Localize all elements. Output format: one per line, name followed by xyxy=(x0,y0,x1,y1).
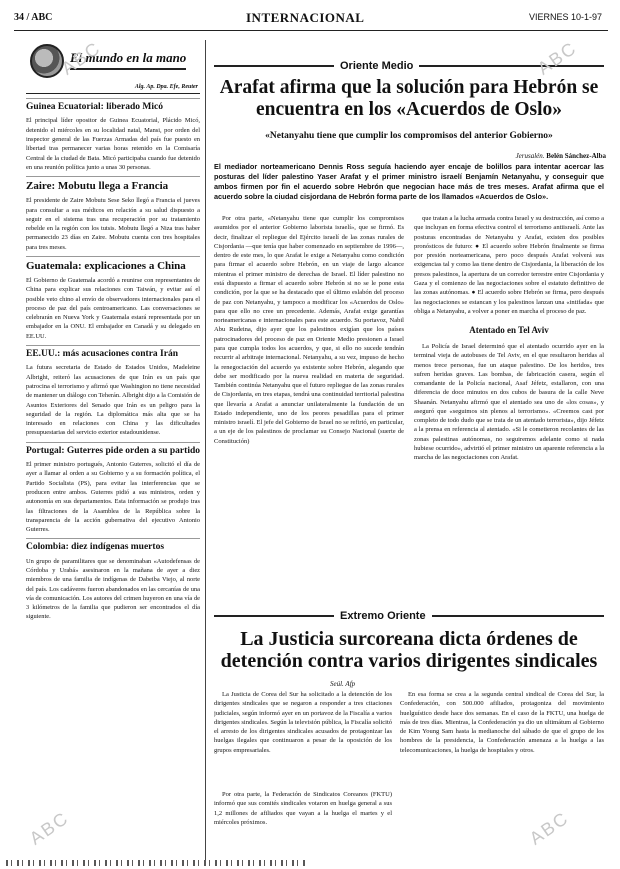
scan-barcode xyxy=(6,860,306,866)
sidebar-credit: Alg. Ap. Dpa. Efe, Reuter xyxy=(134,84,198,90)
article1-column-2 xyxy=(414,214,604,569)
column-divider xyxy=(205,40,206,860)
article1-byline xyxy=(516,152,606,160)
kicker-label: Oriente Medio xyxy=(340,60,414,72)
article2-body: Por otra parte, la Federación de Sindicatos Coreanos (FKTU) informó que sus comités sindicales votaron en huelga general a sus 1,2 millones de afiliados que vayan a la huelga el martes y el miércoles próximos. xyxy=(214,791,392,826)
article2-byline: Seúl. Afp xyxy=(330,680,356,688)
article2-body: La Justicia de Corea del Sur ha solicitado a la detención de los dirigentes sindicales que se negaron a responder a tres citaciones judiciales, según informó ayer en un portavoz de la Fiscalía a varios dirigentes sindicales. Según la televisión pública, la Fiscalía solicitó el arresto de los dirigentes sindicales acusados de protagonizar las huelgas ilegales que continuaron a pesar de la oposición de los grupos empresariales. xyxy=(214,691,392,754)
brief-item xyxy=(26,538,200,621)
kicker-label: Extremo Oriente xyxy=(340,610,426,622)
article2-headline: La Justicia surcoreana dicta órdenes de detención contra varios dirigentes sindicales xyxy=(220,628,598,673)
article2-kicker xyxy=(214,608,604,624)
page-header xyxy=(14,10,610,28)
brief-item xyxy=(26,442,200,535)
brief-text: La futura secretaria de Estado de Estados Unidos, Madeleine Albright, reiteró las acusaciones de que Irán es un país que patrocina el terrorismo y afirmó que Washington no tiene necesidad de mantener un diálogo con Teherán. Albright dijo a la Comisión de Asuntos Exteriores del Senado que Irán es un peligro para la seguridad de la región. La diplomática más alta que se ha interesado en relaciones con China y las dificultades presupuestarias del servicio exterior estadounidense. xyxy=(26,364,200,437)
brief-heading: Guatemala: explicaciones a China xyxy=(26,256,200,272)
issue-date: VIERNES 10-1-97 xyxy=(528,12,602,22)
brief-text: El primer ministro portugués, Antonio Guterres, solicitó el día de ayer a llamar al orden a su Gobierno y a su formación política, el Partido Socialista (PS), para evitar las interferencias que se producen entre ambos. Guterres pidió a sus ministros, orden y autonomía en sus departamentos. Esta información se produjo tras las filtraciones de la Asamblea de la República sobre la transparencia de la acción gubernativa del ejecutivo Antonio Guterres. xyxy=(26,461,200,534)
sidebar-briefs xyxy=(26,37,200,860)
brief-item xyxy=(26,176,200,252)
article1-subheadline: «Netanyahu tiene que cumplir los compromisos del anterior Gobierno» xyxy=(265,131,553,141)
header-rule xyxy=(14,30,608,31)
article2-column-2 xyxy=(400,690,604,860)
article1-body: Por otra parte, «Netanyahu tiene que cumplir los compromisos asumidos por el anterior Gobierno laborista israelí», que se firmó. Es decir, finalizar el repliegue del Ejército israelí de las zonas rurales de Cisjordania —que tenía que haber comenzado en septiembre de 1996—, dentro de este mes, lo que Arafat le exige a Netanyahu como condición para firmar el acuerdo sobre Hebrón, en un viaje de largo alcance mientras el primer ministro de derechas de Israel. El líder palestino no está dispuesto a firmar el acuerdo sobre Hebrón si no se le pone esta condición, por la que se ha destacado que el último eslabón del proceso de paz con Netanyahu, y tampoco a modificar los «Acuerdos de Oslo» para que ello no cree un precedente. Además, Arafat exige garantías norteamericanas e internacionales para este acuerdo. Su portavoz, Nabil Abu Rudeina, dijo ayer que los palestinos exigían que los países patrocinadores del proceso de paz en Oriente Medio presionen a Israel para que cumpla todos los acuerdos, y que, si ello no sucede tendrán recurrir al arbitraje internacional. Netanyahu, a su vez, impuso de hecho la renegociación del acuerdo ya existente sobre Hebrón, alegando que debe ser modificado por la nueva realidad en materia de seguridad. También continúa Netanyahu que el futuro repliegue de las zonas rurales de Cisjordania, en tres etapas, tendrá una continuidad territorial palestina que llevaría a Arafat a anunciar unilateralmente la fundación de un Estado independiente, uno de los peores pesadillas para el primer ministro israelí. El jefe del Gobierno de Israel no se refirió, en particular, a un eje de los palestinos de proclamar su Consejo Nacional (suerte de Constitución) xyxy=(214,215,404,445)
brief-heading: Portugal: Guterres pide orden a su partido xyxy=(26,442,200,456)
article1-subhead: Atentado en Tel Aviv xyxy=(469,325,549,336)
brief-heading: Guinea Ecuatorial: liberado Micó xyxy=(26,98,200,112)
kicker-rule-right xyxy=(419,65,604,67)
brief-heading: Zaire: Mobutu llega a Francia xyxy=(26,176,200,192)
article1-column-1 xyxy=(214,214,404,569)
kicker-rule-left xyxy=(214,65,334,67)
brief-text: El principal líder opositor de Guinea Ecuatorial, Plácido Micó, detenido el miércoles en su localidad natal, Mansi, por orden del inspector general de las Fuerzas Armadas del país fue puesto en libertad tras permanecer varias horas retenido en la Comisaría Central de la ciudad de Bata. Micó participaba cuando fue detenido en una reunión política junto a unas 30 personas. xyxy=(26,117,200,171)
article1-body: que tratan a la lucha armada contra Israel y su destrucción, así como a que incluyan en forma efectiva control el terrorismo antiisraelí. Ante las posturas encontradas de Netanyahu y Arafat, existen dos posibles pronósticos de futuro: ● El acuerdo sobre Hebrón finalmente se firma por presión norteamericana, pero poco después Arafat volverá sus exigencias tal y como las tiene dentro de Cisjordania, la liberación de los presos palestinos, la apertura de un corredor terrestre entre Cisjordania y Gaza y el comienzo de las negociaciones sobre el estatuto definitivo de las zonas autónomas. ● El acuerdo sobre Hebrón se firma, pero después las negociaciones se estancan y los palestinos lanzan una «intifada» que obliga a Netanyahu, a volver a poner en marcha el proceso de paz. xyxy=(414,215,604,315)
brief-heading: EE.UU.: más acusaciones contra Irán xyxy=(26,345,200,359)
byline-place: Jerusalén. xyxy=(515,152,545,160)
kicker-rule-right xyxy=(432,615,604,617)
section-title: INTERNACIONAL xyxy=(246,10,365,25)
article2-column-1-continued xyxy=(214,790,392,860)
page-number: 34 / ABC xyxy=(14,12,53,23)
abc-watermark: ABC xyxy=(25,807,73,849)
article1-body: La Policía de Israel determinó que el atentado ocurrido ayer en la terminal vieja de autobuses de Tel Aviv, en el que resultaron heridas al menos trece personas, fue un ataque palestino. De los heridos, tres sufren heridas graves. Las bombas, de fabricación casera, según el comandante de la Policía nacional, Asaf Jéfetz, estallaron, con una diferencia de doce minutos en dos cubos de basura de la calle Neve Shaanán. Netanyahu afirmó que el atentado sea uno de «los cosas», y aseguró que «seguimos sin plenos al terrorismo». «Creemos cast por completo de todo dudo que se trata de un atentado terrorista», dijo Jéfetz a la prensa en referencia al atentado. «Si le cometieron recolantes de las zonas palestinas autónomas, no seguiremos adelante como si nada hubiese ocurrido», advirtió el primer ministro un aparente referencia a la marcha de las negociaciones con Arafat. xyxy=(414,342,604,462)
byline-author: Belén Sánchez-Alba xyxy=(546,152,606,160)
sidebar-title: El mundo en la mano xyxy=(70,50,186,70)
article1-intro: El mediador norteamericano Dennis Ross seguía haciendo ayer encaje de bolillos para intentar acercar las posturas del líder palestino Yaser Arafat y el primer ministro israelí Benjamín Netanyahu, y conseguir que ambos firmen por fin el acuerdo sobre Hebrón que negocian hace más de tres meses. Arafat afirma que el acuerdo sobre la ciudad cisjordana de Hebrón forma parte de los llamados «Acuerdos de Oslo». xyxy=(214,162,604,201)
article2-body: En esa forma se crea a la segunda central sindical de Corea del Sur, la Confederación, con 500.000 afiliados, protagoniza del movimiento huelguístico desde hace dos semanas. En el caso de la FKTU, una huelga de más de tres días. Mientras, la Confederación ya dio un ultimátum al Gobierno de Kim Young Sam hasta la medianoche del sábado de que el grupo de los hombres de la presidencia, la Confederación amenaza a la huelga a las telecomunicaciones, la huelga de hospitales y otros. xyxy=(400,691,604,754)
abc-watermark: ABC xyxy=(533,37,581,79)
abc-watermark: ABC xyxy=(57,37,105,79)
brief-item xyxy=(26,98,200,172)
brief-text: El Gobierno de Guatemala acordó a reunirse con representantes de China para explicar sus relaciones con Taiwán, y evitar así el posible veto chino al envío de observadores internacionales para el proceso de paz del país centroamericano. Las conversaciones se celebrarán en Nueva York y Guatemala estará representada por un embajador en la ONU. El embajador en Canadá y su delegado en EE.UU. xyxy=(26,277,200,340)
article1-headline: Arafat afirma que la solución para Hebrón se encuentra en los «Acuerdos de Oslo» xyxy=(219,77,599,120)
brief-item xyxy=(26,256,200,341)
brief-text: Un grupo de paramilitares que se denominaban «Autodefensas de Córdoba y Urabá» asesinaron en la mañana de ayer a diez miembros de una familia de indígenas de Dabeiba Viejo, al norte del país. Los cadáveres fueron abandonados en las cercanías de una vía de comunicación. Los autores del crimen huyeron en una vía de 3 kilómetros de la familia que pudieron ser encontrados el día siguiente. xyxy=(26,557,200,621)
brief-heading: Colombia: diez indígenas muertos xyxy=(26,538,200,552)
kicker-rule-left xyxy=(214,615,334,617)
abc-watermark: ABC xyxy=(525,807,573,849)
brief-item xyxy=(26,345,200,438)
brief-text: El presidente de Zaire Mobutu Sese Seko llegó a Francia el jueves para consultar a sus médicos en relación a su salud dispuesto a seguir en el sistema tras una recuperación por su tratamiento rebelde en la región con los tutsis. Mobutu llegó a Niza tras haber permanecido 23 días en Zaire. Mobutu cuenta con tres hospitales para tres meses. xyxy=(26,197,200,251)
sidebar-logo xyxy=(26,37,200,94)
